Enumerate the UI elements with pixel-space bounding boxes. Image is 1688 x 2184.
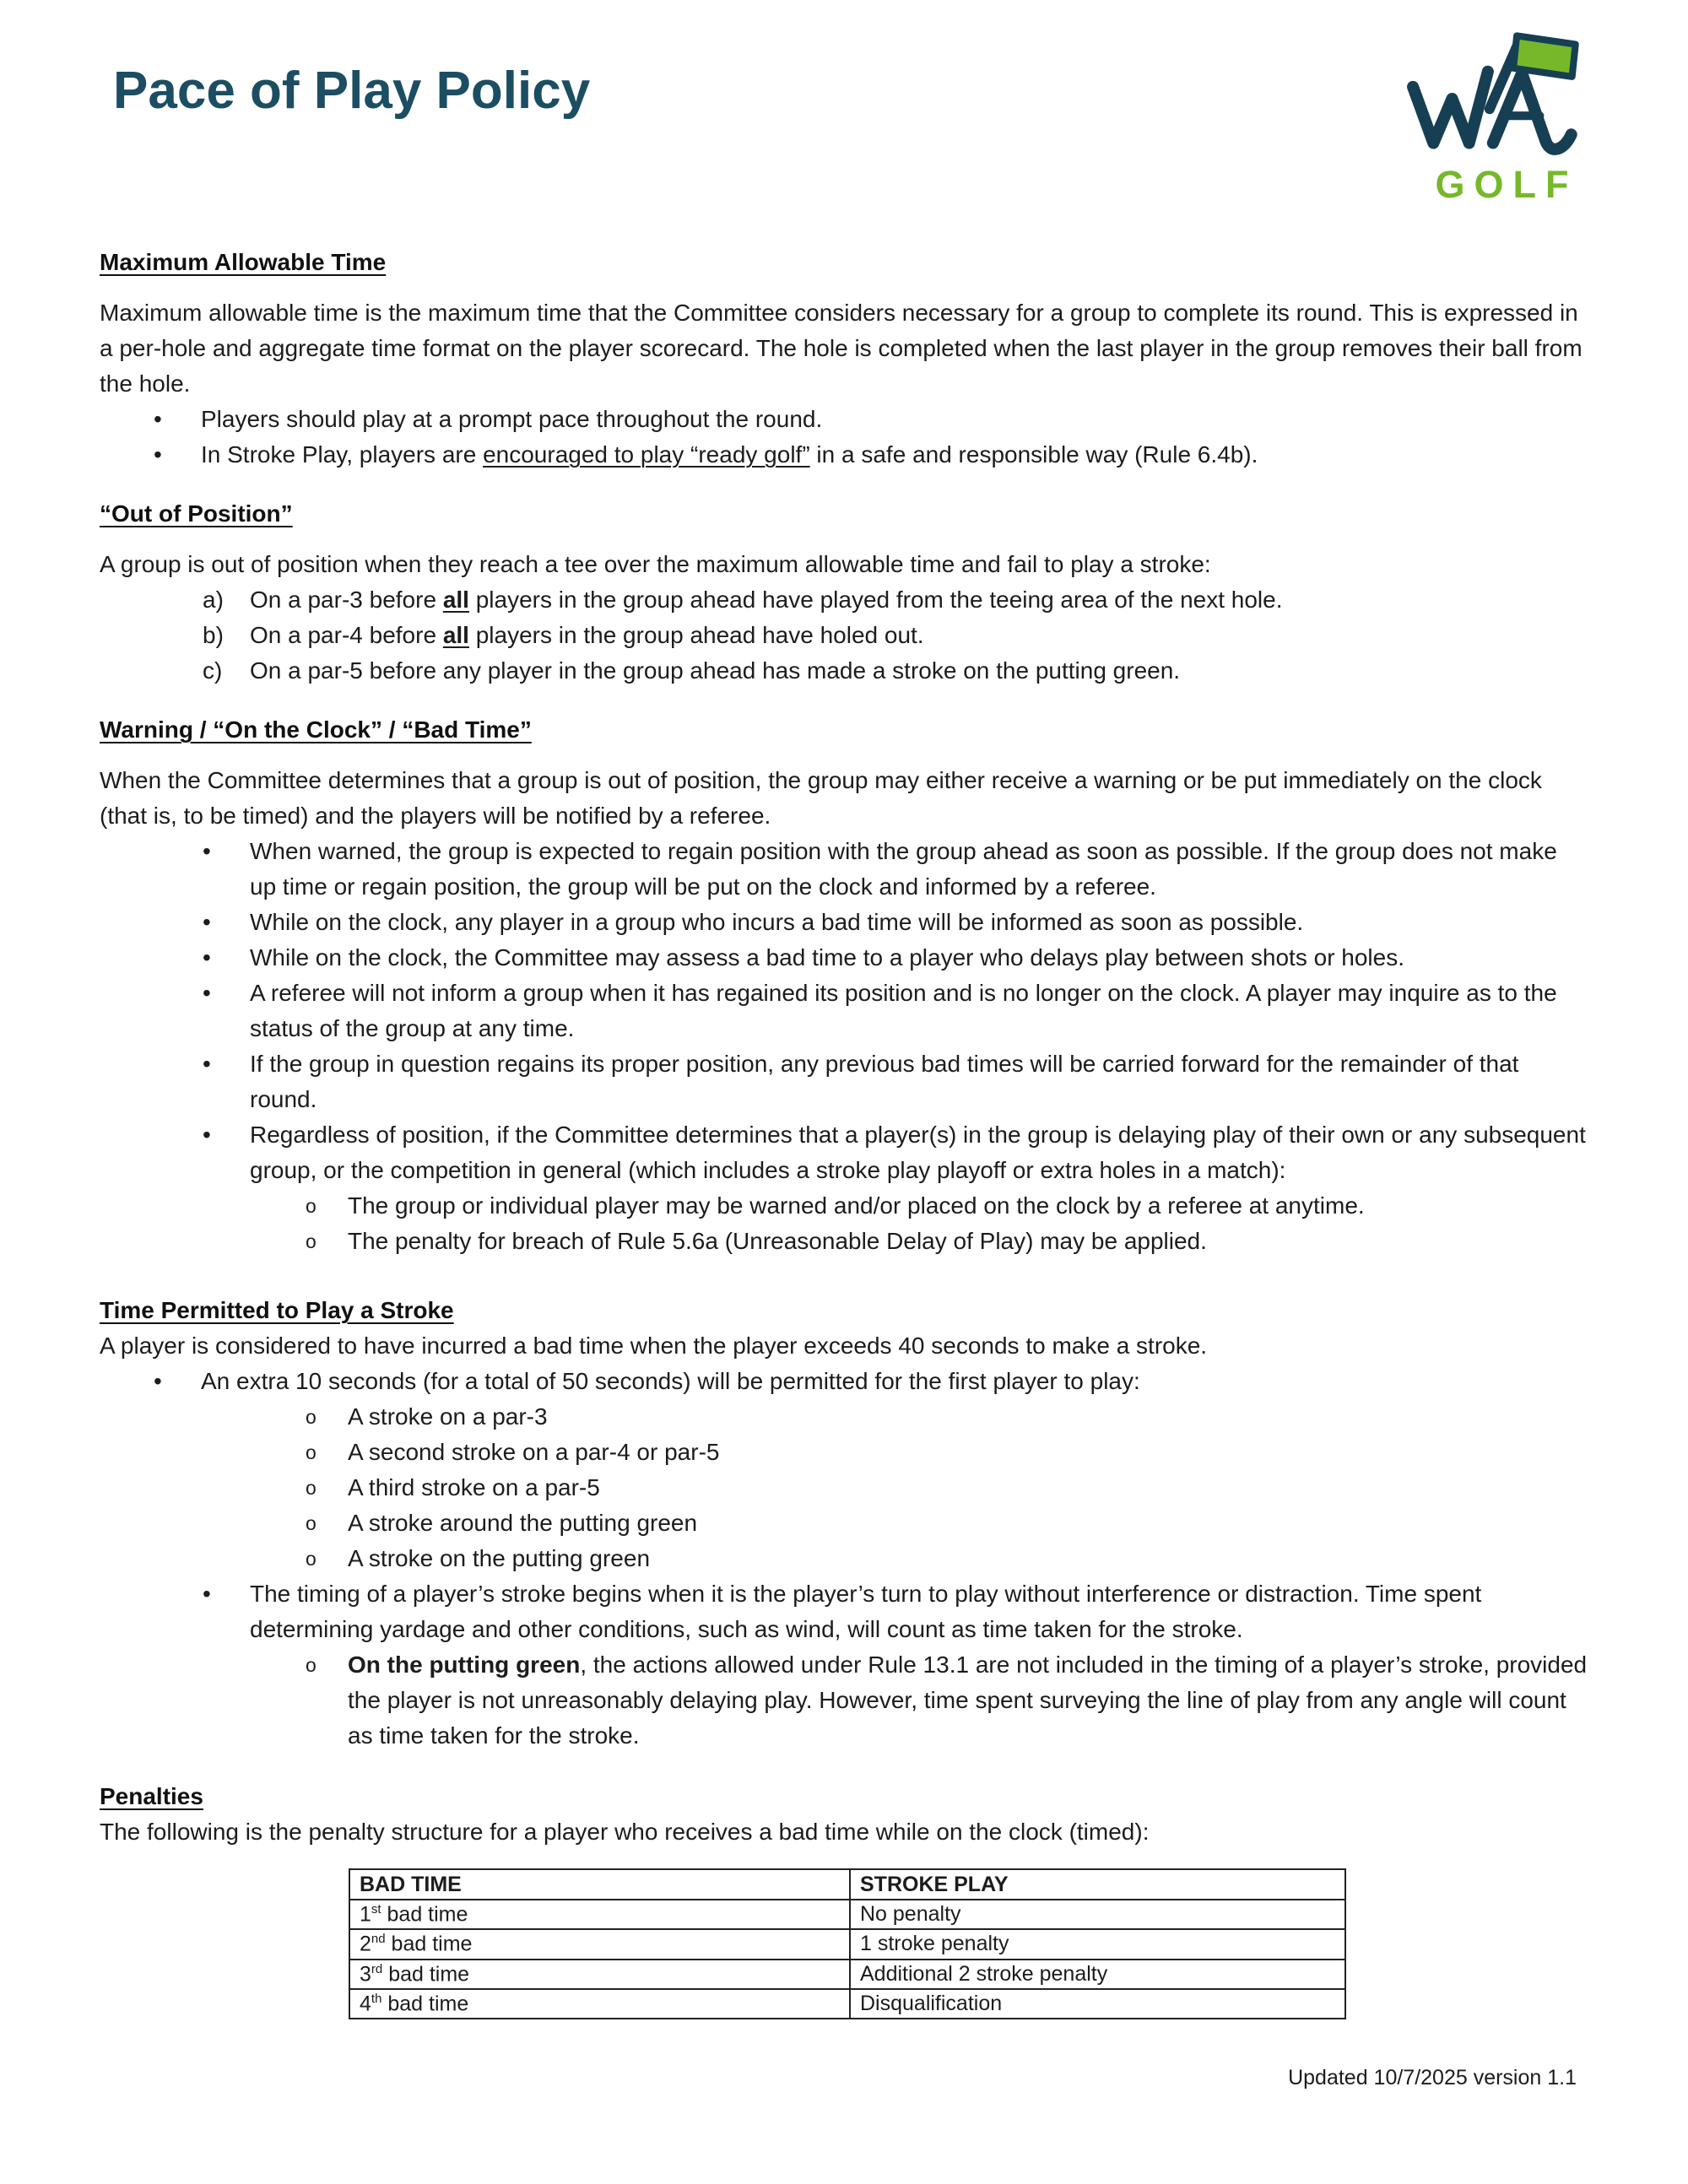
sub-bullet-item [100, 1541, 1588, 1576]
paragraph-penalties: The following is the penalty structure for a player who receives a bad time while on the clock (timed): [100, 1819, 1150, 1845]
paragraph-warning: When the Committee determines that a group is out of position, the group may either receive a warning or be put immediately on the clock (that is, to be timed) and the players will be notified by a referee. [100, 767, 1542, 829]
ordinal-suffix: st [371, 1902, 381, 1916]
circle-marker: o [306, 1548, 316, 1570]
circle-marker: o [306, 1195, 316, 1217]
sub-bullet-text: A second stroke on a par-4 or par-5 [348, 1439, 720, 1465]
table-row [349, 1960, 1345, 1989]
bullet-item [100, 1046, 1588, 1117]
circle-marker: o [306, 1512, 316, 1534]
section-heading-warning [100, 712, 1588, 748]
underlined-phrase: encouraged to play “ready golf” [483, 441, 810, 468]
list-item-a [100, 582, 1588, 618]
bullet-text: While on the clock, the Committee may assess a bad time to a player who delays play between shots or holes. [250, 944, 1405, 970]
bullet-text: An extra 10 seconds (for a total of 50 seconds) will be permitted for the first player to play: [201, 1368, 1140, 1394]
penalty-table [349, 1868, 1346, 2019]
logo-golf-text: GOLF [1435, 163, 1578, 206]
table-cell-bad-time [349, 1929, 850, 1959]
list-marker: b) [203, 622, 224, 648]
text-segment: bad time [381, 1992, 469, 2016]
circle-marker: o [306, 1406, 316, 1428]
table-header-stroke-play: STROKE PLAY [850, 1869, 1345, 1900]
table-header-bad-time: BAD TIME [349, 1869, 850, 1900]
text-segment: On a par-3 before [250, 587, 443, 613]
sub-bullet-item [100, 1470, 1588, 1506]
table-cell-bad-time [349, 1960, 850, 1989]
heading-text: “Out of Position” [100, 500, 293, 527]
paragraph-time-permitted: A player is considered to have incurred a bad time when the player exceeds 40 seconds to make a stroke. [100, 1333, 1208, 1359]
text-segment: in a safe and responsible way (Rule 6.4b). [809, 441, 1258, 468]
bullet-item [100, 940, 1588, 976]
bullet-text: When warned, the group is expected to regain position with the group ahead as soon as possible. If the group does not make up time or regain position, the group will be put on the clock and informed by a referee. [250, 838, 1557, 900]
emphasized-all: all [442, 587, 469, 613]
bullet-marker: • [154, 406, 162, 432]
sub-bullet-text: A third stroke on a par-5 [348, 1474, 600, 1500]
text-segment: players in the group ahead have holed out. [468, 622, 924, 648]
bullet-text: The timing of a player’s stroke begins when it is the player’s turn to play without interference or distraction. Time spent determining yardage and other conditions, such as wind, will count as time taken for the stroke. [250, 1581, 1482, 1642]
ordinal-suffix: th [371, 1991, 382, 2006]
sub-bullet-text: A stroke around the putting green [348, 1510, 698, 1536]
sub-bullet-item [100, 1188, 1588, 1224]
document-content [100, 0, 1588, 2019]
heading-text: Penalties [100, 1783, 203, 1809]
circle-marker: o [306, 1441, 316, 1463]
circle-marker: o [306, 1230, 316, 1252]
bullet-item [100, 402, 1588, 437]
text-segment: On a par-4 before [250, 622, 443, 648]
bullet-marker: • [203, 980, 211, 1006]
paragraph-out-of-position: A group is out of position when they reach a tee over the maximum allowable time and fail to play a stroke: [100, 551, 1211, 577]
table-cell-stroke-play: 1 stroke penalty [850, 1929, 1345, 1959]
text-segment: , the actions allowed under Rule 13.1 are not included in the timing of a player’s stroke, provided the player is not unreasonably delaying play. However, time spent surveying the line of play from any angle will count as time taken for the stroke. [348, 1652, 1588, 1749]
bullet-text [201, 437, 1588, 473]
list-marker: c) [203, 657, 223, 684]
list-text [250, 582, 1588, 618]
bullet-item [100, 976, 1588, 1046]
bullet-item [100, 1117, 1588, 1188]
list-text: On a par-5 before any player in the group ahead has made a stroke on the putting green. [250, 657, 1181, 684]
sub-bullet-item [100, 1506, 1588, 1541]
heading-text: Time Permitted to Play a Stroke [100, 1297, 454, 1323]
list-item-c [100, 653, 1588, 689]
table-cell-stroke-play: No penalty [850, 1900, 1345, 1929]
sub-bullet-text: A stroke on the putting green [348, 1545, 651, 1571]
table-row [349, 1989, 1345, 2019]
section-heading-maximum-allowable-time [100, 245, 1588, 280]
bullet-marker: • [203, 944, 211, 970]
table-row [349, 1929, 1345, 1959]
bullet-text: If the group in question regains its proper position, any previous bad times will be carried forward for the remainder of that round. [250, 1051, 1519, 1112]
ordinal-number: 4 [360, 1992, 371, 2016]
section-heading-penalties [100, 1779, 1588, 1814]
ordinal-number: 1 [360, 1902, 371, 1927]
list-marker: a) [203, 587, 224, 613]
emphasized-all: all [442, 622, 469, 648]
bold-phrase-putting-green: On the putting green [348, 1652, 581, 1678]
bullet-item [100, 834, 1588, 905]
bullet-text: Players should play at a prompt pace throughout the round. [201, 406, 823, 432]
bullet-text: While on the clock, any player in a group who incurs a bad time will be informed as soon as possible. [250, 909, 1304, 935]
footer-note: Updated 10/7/2025 version 1.1 [1288, 2066, 1577, 2089]
list-item-b [100, 618, 1588, 653]
bullet-marker: • [203, 838, 211, 864]
table-cell-bad-time [349, 1900, 850, 1929]
bullet-item [100, 1576, 1588, 1647]
bullet-marker: • [203, 909, 211, 935]
bullet-text: A referee will not inform a group when it has regained its position and is no longer on the clock. A player may inquire as to the status of the group at any time. [250, 980, 1557, 1041]
section-heading-out-of-position [100, 496, 1588, 532]
paragraph-maximum-allowable-time: Maximum allowable time is the maximum time that the Committee considers necessary for a group to complete its round. This is expressed in a per-hole and aggregate time format on the player scorecard. The hole is completed when the last player in the group removes their ball from the hole. [100, 300, 1582, 397]
sub-bullet-item [100, 1399, 1588, 1435]
ordinal-suffix: rd [371, 1961, 383, 1976]
bullet-item [100, 1364, 1588, 1399]
bullet-marker: • [154, 1368, 162, 1394]
bullet-text: Regardless of position, if the Committee determines that a player(s) in the group is delaying play of their own or any subsequent group, or the competition in general (which includes a stroke play playoff or extra holes in a match): [250, 1122, 1586, 1183]
table-row [349, 1900, 1345, 1929]
text-segment: bad time [385, 1932, 473, 1956]
bullet-marker: • [203, 1581, 211, 1607]
ordinal-number: 2 [360, 1932, 371, 1956]
table-header-row [349, 1869, 1345, 1900]
bullet-marker: • [203, 1122, 211, 1148]
heading-text: Maximum Allowable Time [100, 249, 387, 275]
table-cell-stroke-play: Disqualification [850, 1989, 1345, 2019]
table-cell-stroke-play: Additional 2 stroke penalty [850, 1960, 1345, 1989]
sub-bullet-text: The penalty for breach of Rule 5.6a (Unreasonable Delay of Play) may be applied. [348, 1228, 1207, 1254]
bullet-marker: • [203, 1051, 211, 1077]
sub-bullet-item [100, 1647, 1588, 1754]
ordinal-number: 3 [360, 1961, 371, 1986]
list-text [250, 618, 1588, 653]
ordinal-suffix: nd [371, 1932, 386, 1947]
bullet-item [100, 437, 1588, 473]
sub-bullet-item [100, 1224, 1588, 1259]
text-segment: players in the group ahead have played from the teeing area of the next hole. [468, 587, 1283, 613]
sub-bullet-text [348, 1647, 1588, 1754]
circle-marker: o [306, 1477, 316, 1499]
bullet-item [100, 905, 1588, 940]
text-segment: In Stroke Play, players are [201, 441, 484, 468]
page-title: Pace of Play Policy [113, 62, 591, 120]
sub-bullet-text: A stroke on a par-3 [348, 1403, 548, 1430]
section-heading-time-permitted [100, 1293, 1588, 1328]
sub-bullet-text: The group or individual player may be warned and/or placed on the clock by a referee at anytime. [348, 1192, 1365, 1219]
heading-text: Warning / “On the Clock” / “Bad Time” [100, 716, 532, 743]
bullet-marker: • [154, 441, 162, 468]
circle-marker: o [306, 1654, 316, 1676]
text-segment: bad time [382, 1961, 470, 1986]
table-cell-bad-time [349, 1989, 850, 2019]
sub-bullet-item [100, 1435, 1588, 1470]
text-segment: bad time [381, 1902, 468, 1927]
